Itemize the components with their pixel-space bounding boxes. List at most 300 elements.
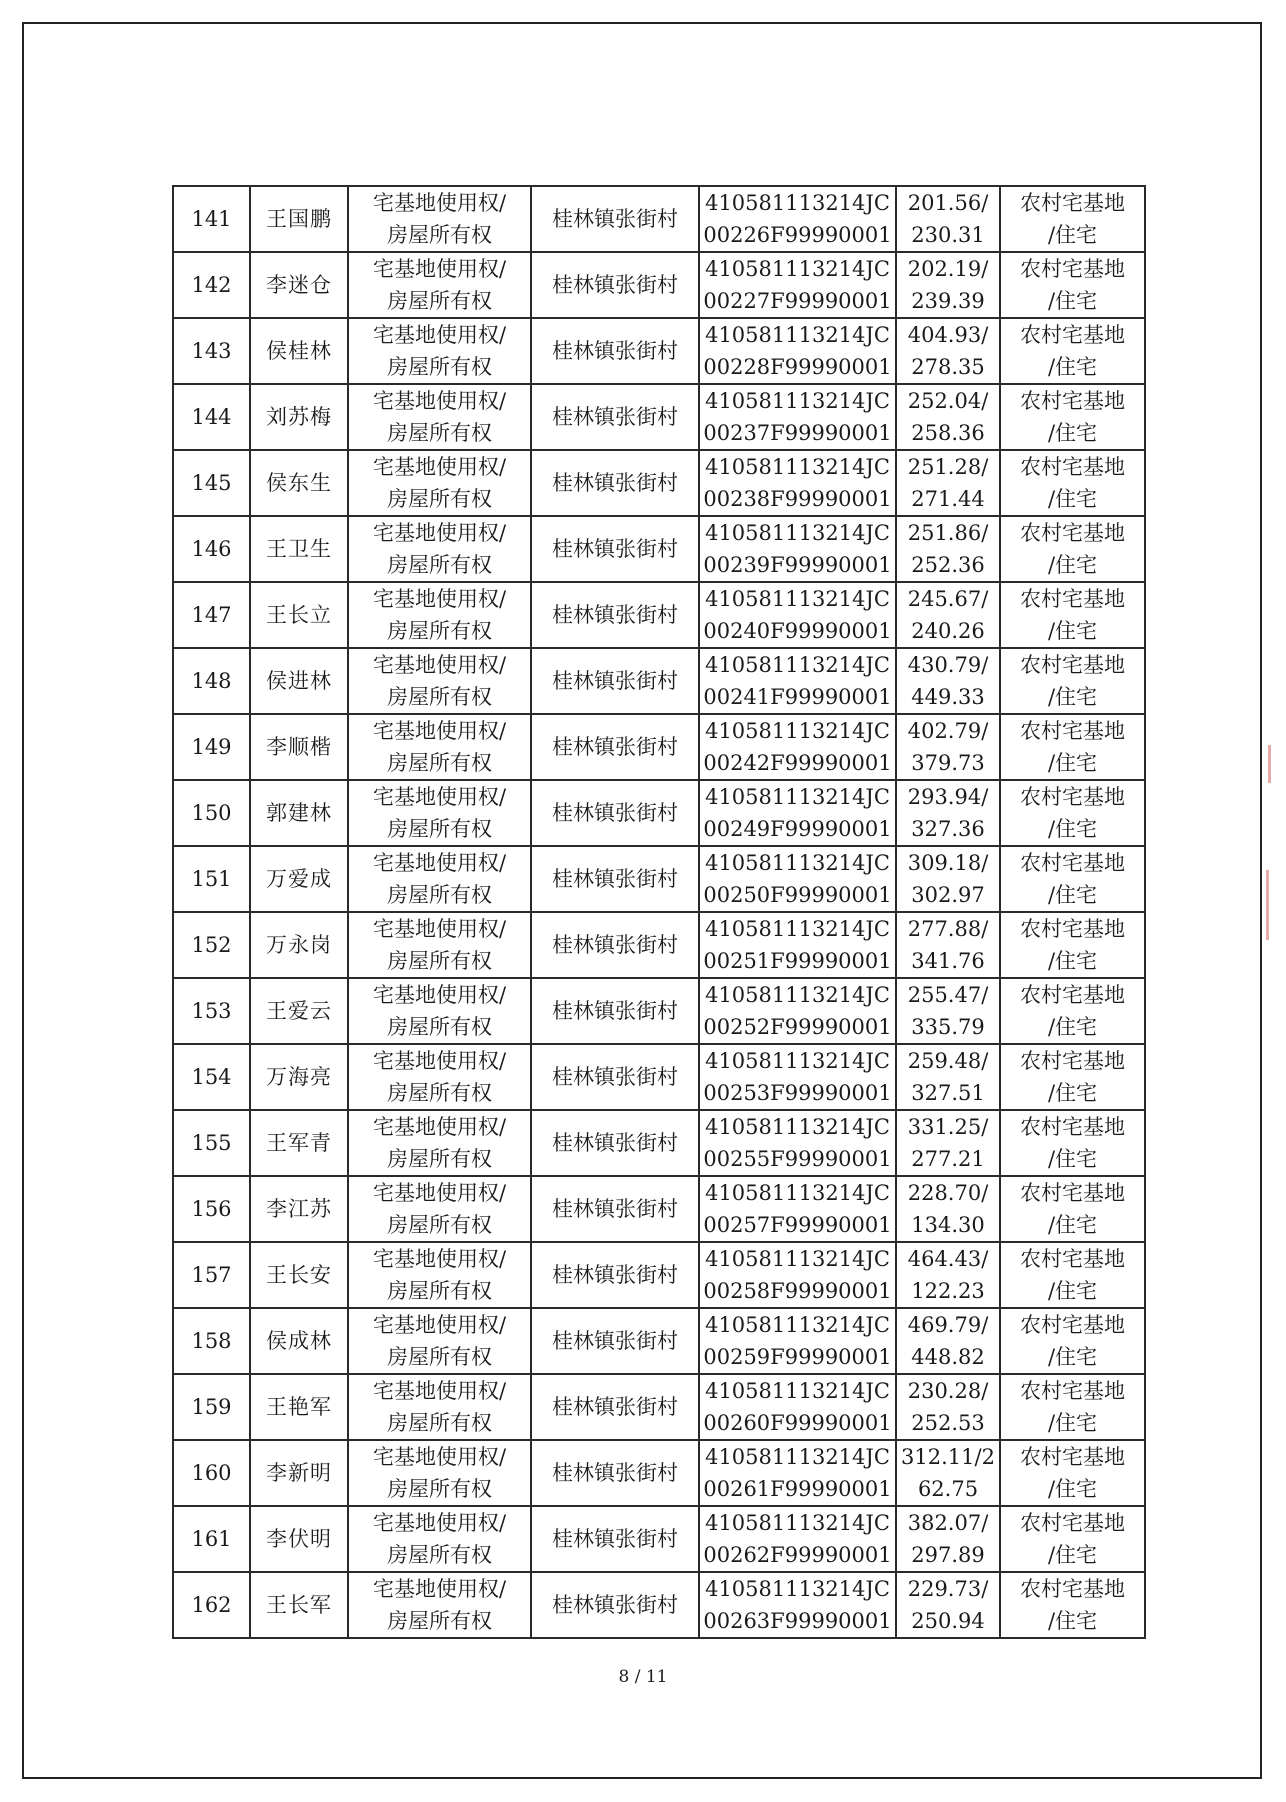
unit-code-cell-line: 00262F99990001 [703,1543,892,1567]
right-type-cell-line: 宅基地使用权/ [372,1577,507,1601]
table-row [173,1308,1145,1374]
right-type-cell [348,714,531,780]
land-use-cell-line: /住宅 [1047,619,1098,643]
unit-code-cell [699,1176,896,1242]
right-type-cell-line: 房屋所有权 [387,1015,492,1039]
right-type-cell-line: 宅基地使用权/ [372,785,507,809]
land-use-cell-line: /住宅 [1047,355,1098,379]
right-type-cell-line: 宅基地使用权/ [372,983,507,1007]
area-cell-line: 251.28/ [907,455,989,479]
unit-code-cell [699,780,896,846]
land-use-cell-line: /住宅 [1047,1345,1098,1369]
right-type-cell [348,846,531,912]
unit-code-cell-line: 00242F99990001 [703,751,892,775]
land-use-cell [1000,1044,1145,1110]
right-type-cell-line: 房屋所有权 [387,1345,492,1369]
land-use-cell-line: 农村宅基地 [1020,587,1125,611]
right-type-cell [348,1440,531,1506]
land-use-cell [1000,912,1145,978]
right-type-cell-line: 宅基地使用权/ [372,653,507,677]
area-cell [896,714,1000,780]
land-use-cell [1000,516,1145,582]
land-use-cell-line: 农村宅基地 [1020,455,1125,479]
land-use-cell [1000,714,1145,780]
location-cell: 桂林镇张街村 [531,1176,699,1242]
unit-code-cell [699,1308,896,1374]
owner-name-cell: 郭建林 [250,780,348,846]
land-use-cell-line: /住宅 [1047,421,1098,445]
owner-name-cell: 侯进林 [250,648,348,714]
right-type-cell-line: 房屋所有权 [387,421,492,445]
area-cell-line: 201.56/ [907,191,989,215]
unit-code-cell [699,846,896,912]
area-cell [896,648,1000,714]
land-use-cell-line: /住宅 [1047,1477,1098,1501]
location-cell: 桂林镇张街村 [531,912,699,978]
seal-edge-mark [1268,745,1271,783]
right-type-cell-line: 宅基地使用权/ [372,917,507,941]
unit-code-cell [699,978,896,1044]
owner-name-cell: 侯成林 [250,1308,348,1374]
land-use-cell [1000,1308,1145,1374]
area-cell-line: 245.67/ [907,587,989,611]
owner-name-cell: 王艳军 [250,1374,348,1440]
row-number-cell: 147 [173,582,250,648]
right-type-cell-line: 宅基地使用权/ [372,719,507,743]
unit-code-cell-line: 410581113214JC [705,521,890,545]
right-type-cell-line: 房屋所有权 [387,1543,492,1567]
table-row [173,582,1145,648]
land-use-cell-line: 农村宅基地 [1020,389,1125,413]
land-use-cell-line: 农村宅基地 [1020,191,1125,215]
land-use-cell-line: /住宅 [1047,1279,1098,1303]
land-use-cell [1000,1374,1145,1440]
area-cell-line: 202.19/ [907,257,989,281]
right-type-cell-line: 房屋所有权 [387,1609,492,1633]
land-use-cell-line: /住宅 [1047,883,1098,907]
row-number-cell: 146 [173,516,250,582]
right-type-cell [348,1242,531,1308]
location-cell: 桂林镇张街村 [531,780,699,846]
location-cell: 桂林镇张街村 [531,846,699,912]
land-use-cell [1000,1440,1145,1506]
row-number-cell: 161 [173,1506,250,1572]
unit-code-cell-line: 00241F99990001 [703,685,892,709]
land-use-cell-line: /住宅 [1047,1015,1098,1039]
area-cell-line: 252.36 [911,553,985,577]
area-cell-line: 327.51 [911,1081,985,1105]
area-cell [896,846,1000,912]
row-number-cell: 142 [173,252,250,318]
unit-code-cell [699,1440,896,1506]
area-cell-line: 297.89 [911,1543,985,1567]
land-use-cell-line: /住宅 [1047,1081,1098,1105]
unit-code-cell-line: 00255F99990001 [703,1147,892,1171]
row-number-cell: 148 [173,648,250,714]
area-cell-line: 122.23 [911,1279,985,1303]
right-type-cell [348,516,531,582]
row-number-cell: 144 [173,384,250,450]
unit-code-cell [699,450,896,516]
area-cell [896,1374,1000,1440]
right-type-cell-line: 房屋所有权 [387,553,492,577]
unit-code-cell-line: 410581113214JC [705,1049,890,1073]
land-use-cell [1000,780,1145,846]
land-use-cell-line: 农村宅基地 [1020,917,1125,941]
land-use-cell-line: /住宅 [1047,949,1098,973]
seal-edge-mark [1266,870,1269,940]
right-type-cell [348,186,531,252]
owner-name-cell: 侯桂林 [250,318,348,384]
right-type-cell-line: 宅基地使用权/ [372,455,507,479]
location-cell: 桂林镇张街村 [531,252,699,318]
land-use-cell-line: 农村宅基地 [1020,653,1125,677]
owner-name-cell: 刘苏梅 [250,384,348,450]
unit-code-cell-line: 00237F99990001 [703,421,892,445]
land-use-cell [1000,648,1145,714]
right-type-cell [348,1110,531,1176]
area-cell [896,318,1000,384]
unit-code-cell-line: 00226F99990001 [703,223,892,247]
table-row [173,186,1145,252]
location-cell: 桂林镇张街村 [531,1572,699,1638]
area-cell-line: 302.97 [911,883,985,907]
area-cell [896,384,1000,450]
right-type-cell-line: 房屋所有权 [387,1279,492,1303]
right-type-cell-line: 宅基地使用权/ [372,1049,507,1073]
area-cell-line: 252.04/ [907,389,989,413]
unit-code-cell [699,1242,896,1308]
land-use-cell-line: 农村宅基地 [1020,521,1125,545]
unit-code-cell [699,582,896,648]
area-cell-line: 331.25/ [907,1115,989,1139]
unit-code-cell-line: 410581113214JC [705,323,890,347]
area-cell-line: 293.94/ [907,785,989,809]
right-type-cell-line: 房屋所有权 [387,817,492,841]
area-cell-line: 449.33 [911,685,985,709]
right-type-cell-line: 宅基地使用权/ [372,851,507,875]
unit-code-cell-line: 00258F99990001 [703,1279,892,1303]
unit-code-cell-line: 410581113214JC [705,1313,890,1337]
unit-code-cell [699,1044,896,1110]
unit-code-cell-line: 410581113214JC [705,1181,890,1205]
unit-code-cell-line: 410581113214JC [705,917,890,941]
table-row [173,1110,1145,1176]
area-cell [896,780,1000,846]
area-cell-line: 312.11/2 [901,1445,995,1469]
owner-name-cell: 王卫生 [250,516,348,582]
right-type-cell-line: 房屋所有权 [387,685,492,709]
location-cell: 桂林镇张街村 [531,582,699,648]
table-row [173,846,1145,912]
location-cell: 桂林镇张街村 [531,516,699,582]
right-type-cell [348,1176,531,1242]
area-cell-line: 402.79/ [907,719,989,743]
owner-name-cell: 王爱云 [250,978,348,1044]
land-use-cell [1000,1572,1145,1638]
table-row [173,1506,1145,1572]
unit-code-cell-line: 00251F99990001 [703,949,892,973]
area-cell-line: 271.44 [911,487,985,511]
unit-code-cell-line: 00227F99990001 [703,289,892,313]
land-use-cell [1000,1176,1145,1242]
right-type-cell-line: 宅基地使用权/ [372,389,507,413]
right-type-cell-line: 宅基地使用权/ [372,587,507,611]
land-use-cell-line: 农村宅基地 [1020,851,1125,875]
row-number-cell: 158 [173,1308,250,1374]
area-cell-line: 379.73 [911,751,985,775]
land-use-cell [1000,384,1145,450]
location-cell: 桂林镇张街村 [531,1044,699,1110]
area-cell [896,186,1000,252]
area-cell-line: 448.82 [911,1345,985,1369]
land-use-cell-line: /住宅 [1047,487,1098,511]
area-cell-line: 382.07/ [907,1511,989,1535]
land-use-cell [1000,582,1145,648]
row-number-cell: 150 [173,780,250,846]
unit-code-cell-line: 00263F99990001 [703,1609,892,1633]
land-use-cell-line: /住宅 [1047,817,1098,841]
area-cell-line: 404.93/ [907,323,989,347]
right-type-cell-line: 宅基地使用权/ [372,1313,507,1337]
right-type-cell [348,318,531,384]
area-cell-line: 430.79/ [907,653,989,677]
table-row [173,978,1145,1044]
area-cell [896,1308,1000,1374]
location-cell: 桂林镇张街村 [531,1506,699,1572]
area-cell [896,1506,1000,1572]
table-body [173,186,1145,1638]
owner-name-cell: 李江苏 [250,1176,348,1242]
area-cell [896,252,1000,318]
right-type-cell [348,648,531,714]
right-type-cell-line: 房屋所有权 [387,223,492,247]
owner-name-cell: 侯东生 [250,450,348,516]
table-row [173,1440,1145,1506]
area-cell-line: 469.79/ [907,1313,989,1337]
row-number-cell: 154 [173,1044,250,1110]
land-use-cell-line: 农村宅基地 [1020,1577,1125,1601]
area-cell-line: 309.18/ [907,851,989,875]
land-use-cell-line: /住宅 [1047,685,1098,709]
table-row [173,450,1145,516]
right-type-cell [348,582,531,648]
land-use-cell [1000,846,1145,912]
land-use-cell-line: /住宅 [1047,1213,1098,1237]
right-type-cell [348,912,531,978]
table-row [173,648,1145,714]
right-type-cell [348,1506,531,1572]
unit-code-cell-line: 410581113214JC [705,587,890,611]
area-cell [896,912,1000,978]
row-number-cell: 157 [173,1242,250,1308]
right-type-cell-line: 宅基地使用权/ [372,521,507,545]
owner-name-cell: 王长安 [250,1242,348,1308]
right-type-cell-line: 房屋所有权 [387,487,492,511]
right-type-cell [348,780,531,846]
right-type-cell [348,384,531,450]
area-cell [896,1044,1000,1110]
land-use-cell [1000,978,1145,1044]
table-row [173,252,1145,318]
location-cell: 桂林镇张街村 [531,648,699,714]
location-cell: 桂林镇张街村 [531,1440,699,1506]
area-cell-line: 252.53 [911,1411,985,1435]
unit-code-cell-line: 00260F99990001 [703,1411,892,1435]
right-type-cell-line: 房屋所有权 [387,949,492,973]
area-cell [896,1572,1000,1638]
row-number-cell: 141 [173,186,250,252]
land-use-cell-line: /住宅 [1047,1543,1098,1567]
right-type-cell-line: 宅基地使用权/ [372,1511,507,1535]
right-type-cell-line: 宅基地使用权/ [372,1379,507,1403]
unit-code-cell-line: 410581113214JC [705,257,890,281]
right-type-cell-line: 宅基地使用权/ [372,191,507,215]
unit-code-cell-line: 410581113214JC [705,1379,890,1403]
land-use-cell-line: /住宅 [1047,751,1098,775]
row-number-cell: 162 [173,1572,250,1638]
land-use-cell-line: 农村宅基地 [1020,1445,1125,1469]
land-use-cell-line: 农村宅基地 [1020,785,1125,809]
owner-name-cell: 万永岗 [250,912,348,978]
unit-code-cell-line: 00239F99990001 [703,553,892,577]
area-cell [896,1440,1000,1506]
unit-code-cell-line: 00261F99990001 [703,1477,892,1501]
right-type-cell-line: 宅基地使用权/ [372,1247,507,1271]
land-use-cell-line: /住宅 [1047,1609,1098,1633]
unit-code-cell-line: 00250F99990001 [703,883,892,907]
land-use-cell-line: 农村宅基地 [1020,1247,1125,1271]
area-cell-line: 228.70/ [907,1181,989,1205]
table-row [173,780,1145,846]
area-cell [896,978,1000,1044]
location-cell: 桂林镇张街村 [531,1110,699,1176]
area-cell [896,1242,1000,1308]
land-use-cell [1000,186,1145,252]
unit-code-cell-line: 00228F99990001 [703,355,892,379]
table-row [173,714,1145,780]
right-type-cell [348,1572,531,1638]
right-type-cell-line: 宅基地使用权/ [372,1181,507,1205]
right-type-cell [348,450,531,516]
area-cell-line: 278.35 [911,355,985,379]
unit-code-cell [699,912,896,978]
right-type-cell-line: 房屋所有权 [387,1411,492,1435]
owner-name-cell: 李迷仓 [250,252,348,318]
unit-code-cell [699,1374,896,1440]
location-cell: 桂林镇张街村 [531,318,699,384]
unit-code-cell [699,1572,896,1638]
owner-name-cell: 王长军 [250,1572,348,1638]
area-cell [896,516,1000,582]
area-cell-line: 62.75 [917,1477,979,1501]
unit-code-cell-line: 410581113214JC [705,983,890,1007]
table-row [173,912,1145,978]
row-number-cell: 152 [173,912,250,978]
row-number-cell: 145 [173,450,250,516]
area-cell [896,1176,1000,1242]
location-cell: 桂林镇张街村 [531,384,699,450]
unit-code-cell-line: 410581113214JC [705,1577,890,1601]
unit-code-cell-line: 00240F99990001 [703,619,892,643]
table-row [173,318,1145,384]
table-row [173,1572,1145,1638]
area-cell-line: 464.43/ [907,1247,989,1271]
location-cell: 桂林镇张街村 [531,186,699,252]
unit-code-cell-line: 00257F99990001 [703,1213,892,1237]
right-type-cell-line: 房屋所有权 [387,751,492,775]
table-row [173,384,1145,450]
unit-code-cell-line: 00249F99990001 [703,817,892,841]
unit-code-cell [699,186,896,252]
land-use-cell-line: /住宅 [1047,1411,1098,1435]
area-cell-line: 229.73/ [907,1577,989,1601]
right-type-cell [348,252,531,318]
table-row [173,1044,1145,1110]
owner-name-cell: 万海亮 [250,1044,348,1110]
row-number-cell: 153 [173,978,250,1044]
right-type-cell-line: 房屋所有权 [387,1081,492,1105]
unit-code-cell-line: 00238F99990001 [703,487,892,511]
unit-code-cell-line: 00253F99990001 [703,1081,892,1105]
land-use-cell-line: 农村宅基地 [1020,1511,1125,1535]
unit-code-cell-line: 410581113214JC [705,1445,890,1469]
area-cell-line: 251.86/ [907,521,989,545]
unit-code-cell-line: 00259F99990001 [703,1345,892,1369]
right-type-cell-line: 宅基地使用权/ [372,257,507,281]
owner-name-cell: 王国鹏 [250,186,348,252]
area-cell [896,582,1000,648]
location-cell: 桂林镇张街村 [531,714,699,780]
land-use-cell [1000,450,1145,516]
unit-code-cell-line: 410581113214JC [705,851,890,875]
land-use-cell-line: 农村宅基地 [1020,719,1125,743]
area-cell-line: 277.21 [911,1147,985,1171]
table-row [173,1176,1145,1242]
owner-name-cell: 李顺楷 [250,714,348,780]
row-number-cell: 160 [173,1440,250,1506]
area-cell-line: 255.47/ [907,983,989,1007]
land-use-cell-line: /住宅 [1047,289,1098,313]
right-type-cell [348,1308,531,1374]
owner-name-cell: 王军青 [250,1110,348,1176]
land-use-cell-line: 农村宅基地 [1020,323,1125,347]
table-row [173,516,1145,582]
unit-code-cell [699,252,896,318]
owner-name-cell: 李新明 [250,1440,348,1506]
land-use-cell [1000,318,1145,384]
land-use-cell [1000,1506,1145,1572]
unit-code-cell-line: 410581113214JC [705,1247,890,1271]
land-use-cell-line: 农村宅基地 [1020,1379,1125,1403]
area-cell [896,1110,1000,1176]
right-type-cell-line: 宅基地使用权/ [372,323,507,347]
area-cell-line: 335.79 [911,1015,985,1039]
unit-code-cell-line: 00252F99990001 [703,1015,892,1039]
land-use-cell [1000,1242,1145,1308]
location-cell: 桂林镇张街村 [531,978,699,1044]
land-use-cell [1000,252,1145,318]
area-cell-line: 259.48/ [907,1049,989,1073]
right-type-cell [348,978,531,1044]
location-cell: 桂林镇张街村 [531,1374,699,1440]
location-cell: 桂林镇张街村 [531,450,699,516]
unit-code-cell-line: 410581113214JC [705,653,890,677]
area-cell-line: 258.36 [911,421,985,445]
unit-code-cell [699,318,896,384]
row-number-cell: 143 [173,318,250,384]
area-cell-line: 341.76 [911,949,985,973]
